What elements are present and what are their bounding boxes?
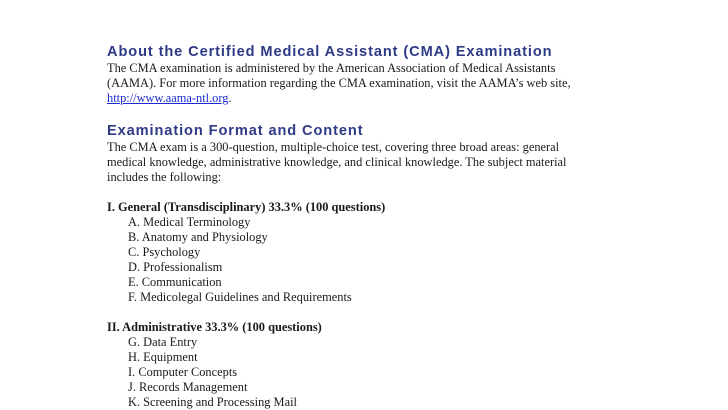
format-heading: Examination Format and Content (107, 123, 364, 139)
spacer (107, 106, 607, 122)
about-paragraph-line-1: The CMA examination is administered by the American Association of Medical Assistants (107, 61, 556, 75)
section-general-list (107, 215, 607, 305)
list-item: H. Equipment (128, 350, 198, 364)
list-item: I. Computer Concepts (128, 365, 238, 379)
aama-website-link[interactable]: http://www.aama-ntl.org (107, 91, 229, 105)
about-paragraph-line-2: (AAMA). For more information regarding the CMA examination, visit the AAMA’s web site, (107, 76, 571, 90)
list-item: A. Medical Terminology (128, 215, 251, 229)
about-paragraph-line-3 (107, 91, 607, 106)
list-item: G. Data Entry (128, 335, 198, 349)
list-item: E. Communication (128, 275, 222, 289)
spacer (107, 185, 607, 200)
list-item: D. Professionalism (128, 260, 223, 274)
list-item: C. Psychology (128, 245, 201, 259)
format-paragraph-line-3: includes the following: (107, 170, 222, 184)
section-general-title: I. General (Transdisciplinary) 33.3% (100 questions) (107, 200, 386, 214)
format-paragraph-line-1: The CMA exam is a 300-question, multiple-choice test, covering three broad areas: general (107, 140, 560, 154)
list-item: F. Medicolegal Guidelines and Requirements (128, 290, 352, 304)
section-administrative-title: II. Administrative 33.3% (100 questions) (107, 320, 322, 334)
list-item: B. Anatomy and Physiology (128, 230, 268, 244)
about-heading: About the Certified Medical Assistant (CMA) Examination (107, 44, 553, 60)
link-period: . (228, 91, 232, 105)
format-paragraph-line-2: medical knowledge, administrative knowledge, and clinical knowledge. The subject material (107, 155, 567, 169)
list-item: J. Records Management (128, 380, 248, 394)
spacer (107, 305, 607, 320)
document-page (107, 43, 607, 410)
list-item: K. Screening and Processing Mail (128, 395, 297, 409)
section-administrative-list (107, 335, 607, 410)
